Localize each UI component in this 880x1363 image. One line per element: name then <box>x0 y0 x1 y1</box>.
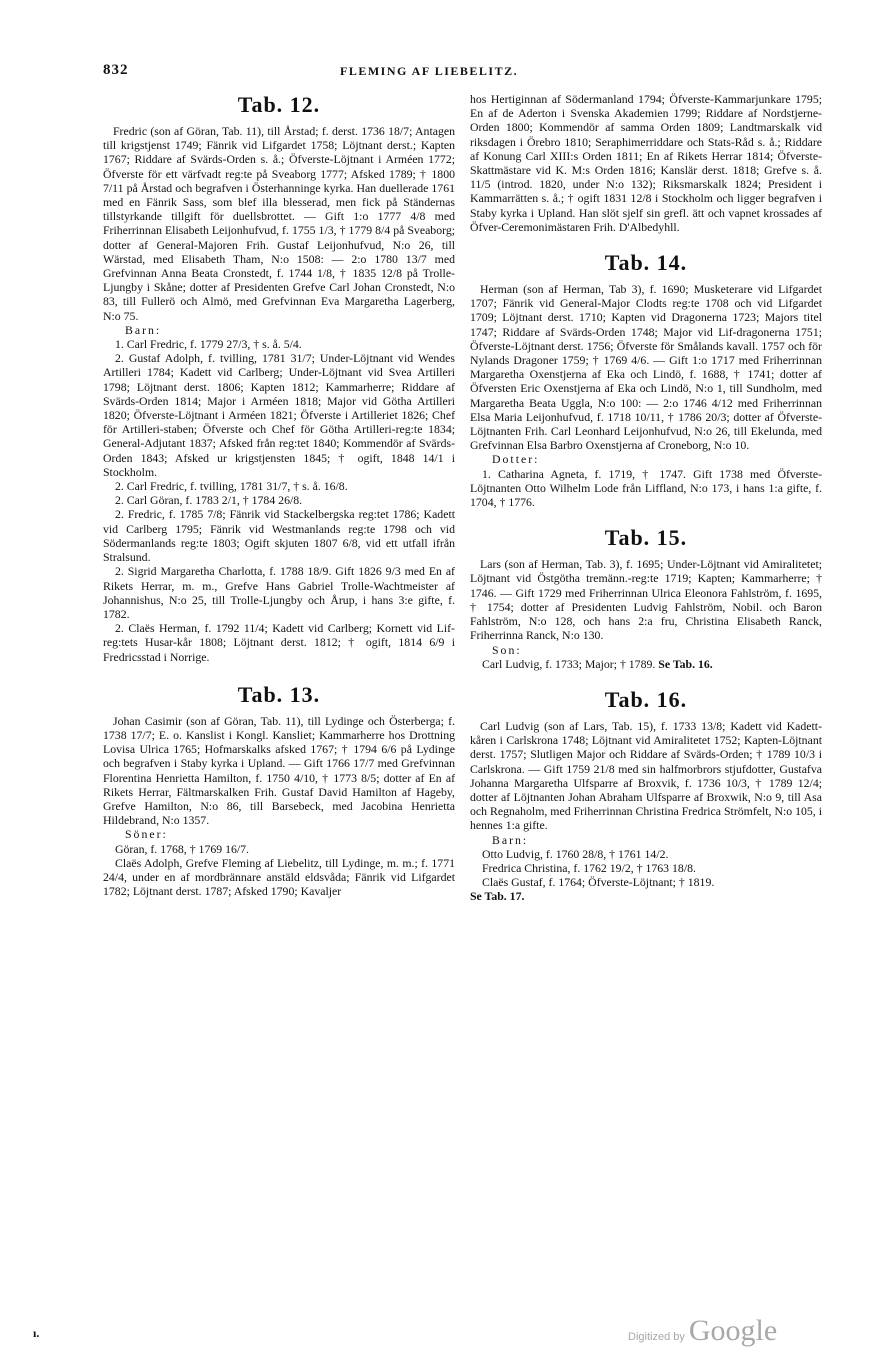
tab-14-daughter-1: 1. Catharina Agneta, f. 1719, † 1747. Gift 1738 med Öfverste-Löjtnanten Otto Wilhelm Lode från Liffland, N:o 173, i hans 1:a gifte, f. 1704, † 1776. <box>470 466 822 510</box>
digitized-by-text: Digitized by <box>628 1331 685 1343</box>
tab-12-child-2: 2. Gustaf Adolph, f. tvilling, 1781 31/7; Under-Löjtnant vid Wendes Artilleri 1784; Kadett vid Carlberg; Under-Löjtnant vid Svea Artilleri 1798; Löjtnant derst. 1806; Kapten 1812; Kammarherre; Riddare af Svärds-Orden 1814; Major i Arméen 1818; Major vid Götha Artilleri 1820; Öfverste-Löjtnant i Arméen 1821; Öfverste i Artilleriet 1826; Chef för Artilleri-staben; Öfverste och Chef för Götha Artilleri-reg:te 1834; General-Adjutant 1837; Afsked från reg:tet 1840; Kommendör af Svärds-Orden 1843; Afsked ur krigstjensten 1845; † ogift, 1848 14/1 i Stockholm. <box>103 351 455 479</box>
footer-mark: ı. <box>33 1326 40 1340</box>
tab-14-daughter-label: Dotter: <box>492 452 540 467</box>
tab-15-son-1 <box>470 657 822 671</box>
tab-12-children-label: Barn: <box>125 322 162 337</box>
tab-12-child-5: 2. Fredric, f. 1785 7/8; Fänrik vid Stackelbergska reg:tet 1786; Kadett vid Carlberg 1795; Fänrik vid Westmanlands reg:te 1798 och vid Södermanlands reg:te 1803; Ogift skjuten 1807 6/8, vid ett utfall ifrån Stralsund. <box>103 507 455 565</box>
tab-12-child-3: 2. Carl Fredric, f. tvilling, 1781 31/7, † s. å. 16/8. <box>115 479 348 494</box>
tab-14-entry: Herman (son af Herman, Tab 3), f. 1690; Musketerare vid Lifgardet 1707; Fänrik vid General-Major Clodts reg:te 1708 och vid Lifgardet 1709; Löjtnant derst. 1710; Kapten vid Dragonerna 1723; Majors titel 1747; Riddare af Svärds-Orden 1748; Major vid Lif-dragonerna 1751; Öfverste-Löjtnant derst. 1756; Öfverste för Smålands kavall. 1757 och för Nylands Dragoner 1759; † 1769 4/6. — Gift 1:o 1717 med Friherrinnan Margaretha Oxenstjerna af Eka och Lindö, f. 1688, † 1741; dotter af Öfversten Eric Oxenstjerna af Eka och Lindö, N:o 1, till Sundholm, med Margaretha Beata Uggla, N:o 100: — 2:o 1746 4/12 med Friherrinnan Elsa Maria Leijonhufvud, f. 1718 10/11, † 1786 20/3; dotter af Öfverste-Löjtnanten Frih. Carl Leonhard Leijonhufvud, N:o 26, till Ekelunda, med Grefvinnan Elsa Barbro Oxenstjerna af Croneborg, N:o 10. <box>470 282 822 453</box>
tab-13-heading: Tab. 13. <box>237 681 321 707</box>
tab-13-sons-label: Söner: <box>125 827 168 842</box>
tab-15-entry: Lars (son af Herman, Tab. 3), f. 1695; Under-Löjtnant vid Amiralitetet; Löjtnant vid Östgötha tremänn.-reg:te 1719; Kapten; Kammarherre; † 1746. — Gift 1729 med Friherrinnan Ulrica Eleonora Fahlström, f. 1695, † 1754; dotter af Presidenten Ludvig Fahlström, Nobil. och Baron Fahlström, N:o 128, och hans 2:a fru, Christina Elisabeth Ranck, Friherrinna Ranck, N:o 130. <box>470 557 822 643</box>
tab-12-child-7: 2. Claës Herman, f. 1792 11/4; Kadett vid Carlberg; Kornett vid Lif-reg:tets Husar-kår 1808; Löjtnant derst. 1812; † ogift, 1814 6/9 i Fredricsstad i Norrige. <box>103 621 455 664</box>
tab-16-heading: Tab. 16. <box>604 686 688 712</box>
tab-13-son-1: Göran, f. 1768, † 1769 16/7. <box>115 841 250 856</box>
tab-16-ref: Se Tab. 17. <box>470 889 525 904</box>
tab-16-entry: Carl Ludvig (son af Lars, Tab. 15), f. 1733 13/8; Kadett vid Kadett-kåren i Carlskrona 1748; Löjtnant vid Amiralitetet 1752; Kapten-Löjtnant derst. 1757; Slutligen Major och Riddare af Svärds-Orden; † 1789 10/3 i Carlskrona. — Gift 1759 21/8 med sin halfmorbrors stjufdotter, Gustafva Johanna Margaretha Ulfsparre af Broxvik, f. 1736 10/3, † 1789 12/4; dotter af Löjtnanten Johan Abraham Ulfsparre af Broxwik, N:o 9, till Asa och Regnaholm, med Friherrinnan Christina Fredrica Strömfelt, N:o 105, i hennes 1:a gifte. <box>470 718 822 833</box>
right-column <box>470 92 822 904</box>
tab-15-son-ref: Se Tab. 16. <box>658 656 713 671</box>
left-column <box>103 92 455 898</box>
tab-12-entry: Fredric (son af Göran, Tab. 11), till Årstad; f. derst. 1736 18/7; Antagen till krigstjenst 1749; Fänrik vid Lifgardet 1758; Löjtnant derst.; Kapten 1767; Riddare af Svärds-Orden s. å.; Öfverste-Löjtnant i Arméen 1772; Öfverste för ett värfvadt reg:te på Sveaborg 1777; Afsked 1789; † 1800 7/11 på Årstad och begrafven i Österhanninge kyrka. Han duellerade 1761 med en Fänrik Sass, som blef illa blesserad, men fick på Ständernas tillstyrkande tillgift för duellsbrottet. — Gift 1:o 1777 4/8 med Friherrinnan Elisabeth Leijonhufvud, f. 1755 1/3, † 1779 8/4 på Sveaborg; dotter af General-Majoren Frih. Gustaf Leijonhufvud, N:o 26, till Wärstad, med Elisabeth Tham, N:o 1508: — 2:o 1780 13/7 med Grefvinnan Anna Beata Cronstedt, f. 1744 1/8, † 1835 12/8 på Trolle-Ljungby i Skåne; dotter af Presidenten Grefve Carl Johan Cronstedt, N:o 83, till Fullerö och Almö, med Grefvinnan Eva Margaretha Lagerberg, N:o 75. <box>103 124 455 323</box>
tab-16-child-3: Claës Gustaf, f. 1764; Öfverste-Löjtnant; † 1819. <box>482 875 715 890</box>
tab-12-child-4: 2. Carl Göran, f. 1783 2/1, † 1784 26/8. <box>115 493 303 508</box>
tab-13-continuation: hos Hertiginnan af Södermanland 1794; Öfverste-Kammarjunkare 1795; En af de Aderton i Svenska Akademien 1799; Riddare af Nordstjerne-Orden 1800; Kommendör af samma Orden 1809; Landtmarskalk vid riksdagen i Örebro 1810; Seraphimerriddare och Stats-Råd s. å.; Riddare af Konung Carl XIII:s Orden 1811; En af Rikets Herrar 1814; Öfverste-Skattmästare vid K. M:s Orden 1816; Kanslär derst. 1818; Grefve s. å. 11/5 (introd. 1820, under N:o 132); Riksmarskalk 1824; President i Kammarrätten s. å.; † ogift 1831 12/8 i Stockholm och ligger begrafven i Staby kyrka i Upland. Han slöt sjelf sin grefl. ätt och vapnet krossades af Öfver-Ceremonimästaren Frih. D'Albedyhll. <box>470 92 822 234</box>
tab-12-child-1: 1. Carl Fredric, f. 1779 27/3, † s. å. 5/4. <box>115 337 302 352</box>
digitized-watermark <box>628 1314 777 1348</box>
tab-13-son-2: Claës Adolph, Grefve Fleming af Liebelitz, till Lydinge, m. m.; f. 1771 24/4, under en af mordbrännare anstäld eldsvåda; Fänrik vid Lifgardet 1782; Löjtnant derst. 1787; Afsked 1790; Kavaljer <box>103 855 455 899</box>
tab-13-entry: Johan Casimir (son af Göran, Tab. 11), till Lydinge och Österberga; f. 1738 17/7; E. o. Kanslist i Kongl. Kansliet; Kammarherre hos Drottning Lovisa Ulrica 1765; Hofmarskalks afsked 1767; † 1794 6/6 på Lydinge och begrafven i Staby kyrka i Upland. — Gift 1766 17/7 med Grefvinnan Florentina Henrietta Hamilton, f. 1750 4/10, † 1773 8/5; dotter af En af Rikets Herrar, Fältmarskalken Frih. Gustaf David Hamilton af Hageby, Grefve Hamilton, N:o 86, till Barsebeck, med Jacobina Henrietta Hildebrand, N:o 1357. <box>103 713 455 828</box>
google-logo: Google <box>688 1314 778 1347</box>
running-head: FLEMING AF LIEBELITZ. <box>340 64 519 78</box>
tab-16-child-2: Fredrica Christina, f. 1762 19/2, † 1763 18/8. <box>482 860 696 875</box>
tab-15-son-label: Son: <box>492 642 522 657</box>
tab-12-heading: Tab. 12. <box>237 92 321 117</box>
tab-16-child-1: Otto Ludvig, f. 1760 28/8, † 1761 14/2. <box>482 846 669 861</box>
tab-16-children-label: Barn: <box>492 832 529 847</box>
tab-15-heading: Tab. 15. <box>604 525 688 551</box>
tab-12-child-6: 2. Sigrid Margaretha Charlotta, f. 1788 18/9. Gift 1826 9/3 med En af Rikets Herrar, m. m., Grefve Hans Gabriel Trolle-Wachtmeister af Johannishus, N:o 25, till Trolle-Ljungby och Årup, i hans 3:e gifte, f. 1782. <box>103 564 455 621</box>
tab-15-son-text: Carl Ludvig, f. 1733; Major; † 1789. <box>482 656 656 671</box>
tab-14-heading: Tab. 14. <box>604 250 688 276</box>
page-number: 832 <box>103 62 129 78</box>
